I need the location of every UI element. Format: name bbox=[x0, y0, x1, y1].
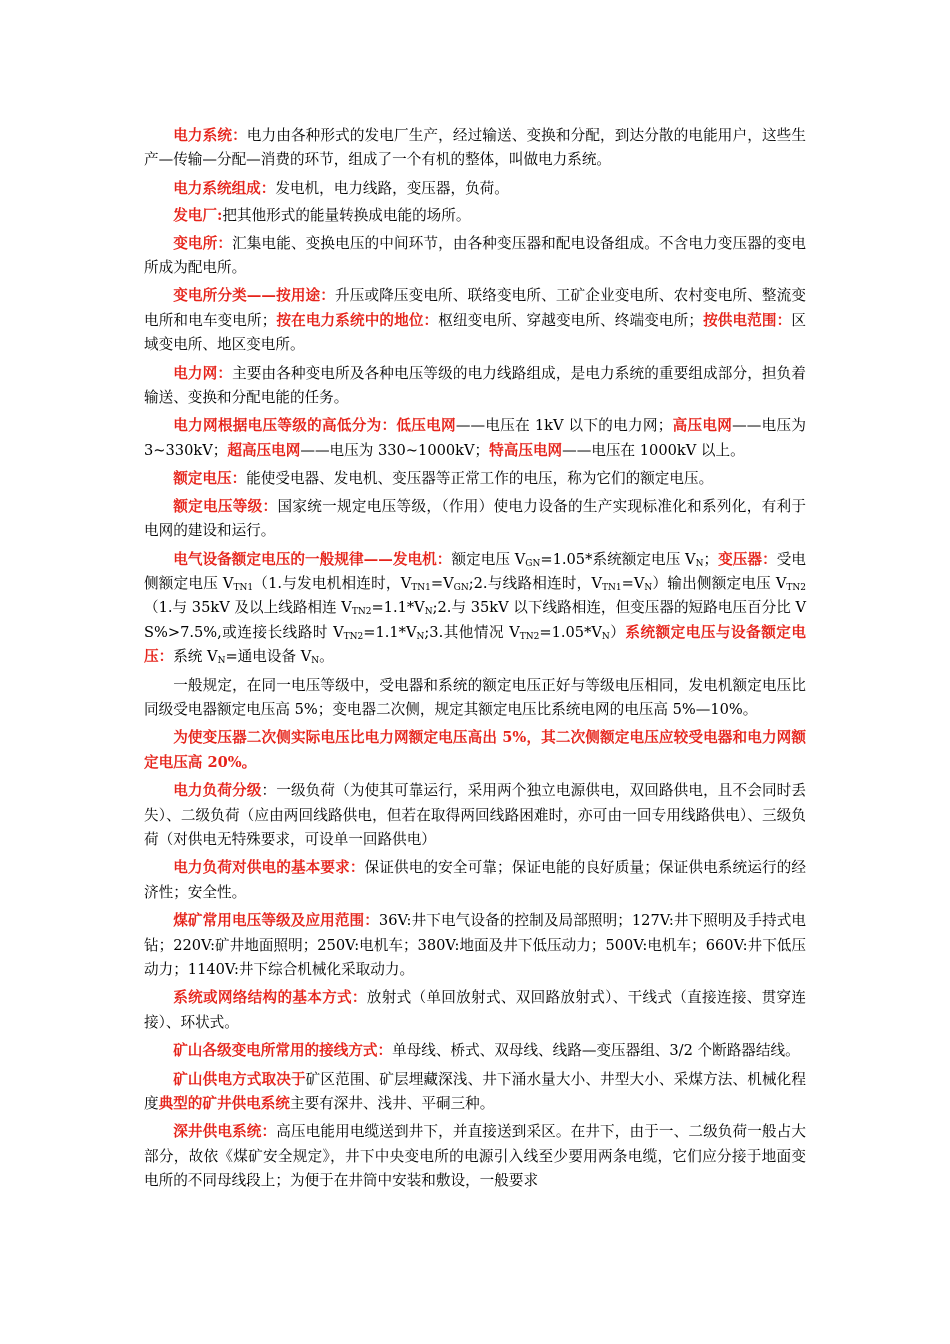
text-run: 36V:井下电气设备的控制及局部照明；127V:井下照明及手持式电钻；220V:矿井地面照明；250V:电机车；380V:地面及井下低压动力；500V:电机车；660V:井下低压动力；1140V:井下综合机械化采取动力。 bbox=[144, 912, 806, 978]
term-label: 煤矿常用电压等级及应用范围： bbox=[173, 912, 379, 930]
subscript: N bbox=[695, 558, 704, 569]
para-load-requirements bbox=[144, 856, 806, 905]
text-run: ;3.其他情况 V bbox=[424, 623, 520, 641]
term-label: 矿山供电方式取决于 bbox=[173, 1070, 306, 1088]
subscript: TN2 bbox=[343, 631, 364, 642]
text-run: 区域变电所、地区变电所。 bbox=[144, 311, 806, 354]
para-power-network bbox=[144, 362, 806, 411]
text-run: 受电侧额定电压 V bbox=[144, 550, 806, 592]
para-coal-mine-voltage bbox=[144, 909, 806, 982]
term-label: 深井供电系统： bbox=[173, 1123, 277, 1141]
text-run: 放射式（单回放射式、双回路放射式）、干线式（直接连接、贯穿连接）、环状式。 bbox=[144, 989, 806, 1031]
term-label: 变电所： bbox=[173, 234, 233, 252]
term-label: 额定电压等级： bbox=[173, 497, 278, 515]
term-label: 为使变压器二次侧实际电压比电力网额定电压高出 5%，其二次侧额定电压应较受电器和电力网额定电压高 20%。 bbox=[144, 729, 806, 771]
text-run: =1.05*系统额定电压 V bbox=[540, 550, 696, 568]
text-run: 升压或降压变电所、联络变电所、工矿企业变电所、农村变电所、整流变电所和电车变电所； bbox=[144, 287, 806, 329]
subscript: TN1 bbox=[411, 582, 431, 593]
text-run: 保证供电的安全可靠；保证电能的良好质量；保证供电系统运行的经济性；安全性。 bbox=[144, 859, 806, 901]
term-label: 系统或网络结构的基本方式： bbox=[173, 989, 367, 1007]
para-network-voltage-levels bbox=[144, 414, 806, 463]
subscript: TN2 bbox=[519, 631, 540, 642]
subscript: N bbox=[311, 656, 320, 667]
text-run: =V bbox=[430, 574, 454, 592]
term-label: 矿山各级变电所常用的接线方式： bbox=[173, 1042, 393, 1060]
term-label: 电气设备额定电压的一般规律——发电机： bbox=[173, 550, 452, 568]
term-label: 超高压电网 bbox=[227, 441, 301, 459]
para-substation bbox=[144, 232, 806, 281]
para-general-rule bbox=[144, 674, 806, 723]
text-run: =V bbox=[621, 574, 645, 592]
text-run: ）输出侧额定电压 V bbox=[652, 574, 787, 592]
term-label: 高压电网 bbox=[672, 417, 733, 435]
text-run: ——电压在 1kV 以下的电力网； bbox=[455, 417, 673, 435]
term-label: 按在电力系统中的地位： bbox=[276, 311, 439, 329]
term-label: 电力负荷分级 bbox=[173, 782, 262, 800]
term-label: 额定电压： bbox=[173, 470, 247, 488]
text-run: ——电压为 3~330kV； bbox=[144, 417, 806, 459]
text-run: ——电压在 1000kV 以上。 bbox=[562, 441, 745, 459]
text-run: 把其他形式的能量转换成电能的场所。 bbox=[222, 207, 471, 225]
term-label: 电力负荷对供电的基本要求： bbox=[173, 859, 365, 877]
text-run: =1.1*V bbox=[371, 599, 425, 617]
subscript: N bbox=[424, 607, 433, 618]
para-power-system bbox=[144, 124, 806, 173]
text-run: 能使受电器、发电机、变压器等正常工作的电压，称为它们的额定电压。 bbox=[246, 470, 714, 488]
term-label: 按供电范围： bbox=[702, 311, 792, 329]
document-body bbox=[144, 124, 806, 1198]
subscript: TN1 bbox=[233, 582, 254, 593]
para-rated-voltage-levels bbox=[144, 495, 806, 544]
para-transformer-secondary bbox=[144, 726, 806, 775]
subscript: N bbox=[416, 631, 425, 642]
text-run: 枢纽变电所、穿越变电所、终端变电所； bbox=[438, 311, 703, 329]
subscript: N bbox=[601, 631, 610, 642]
para-mine-substation-wiring bbox=[144, 1039, 806, 1063]
text-run: =通电设备 V bbox=[225, 648, 312, 666]
para-equipment-rated-voltage-rules bbox=[144, 548, 806, 670]
text-run: ） bbox=[609, 623, 626, 641]
para-deep-mine-supply bbox=[144, 1120, 806, 1193]
para-power-system-components bbox=[144, 177, 806, 201]
text-run: 系统 V bbox=[173, 648, 218, 666]
term-label: 典型的矿井供电系统 bbox=[158, 1095, 290, 1113]
text-run: ； bbox=[703, 550, 719, 568]
subscript: TN1 bbox=[602, 582, 622, 593]
subscript: N bbox=[644, 582, 653, 593]
term-label: 电力系统组成： bbox=[173, 179, 276, 197]
text-run: 汇集电能、变换电压的中间环节，由各种变压器和配电设备组成。不含电力变压器的变电所成为配电所。 bbox=[144, 234, 806, 277]
text-run: 矿区范围、矿层埋藏深浅、井下涌水量大小、井型大小、采煤方法、机械化程度 bbox=[144, 1070, 806, 1113]
term-label: 变电所分类——按用途： bbox=[173, 287, 335, 305]
term-label: 变压器： bbox=[718, 550, 777, 568]
subscript: TN2 bbox=[351, 607, 372, 618]
para-load-classification bbox=[144, 779, 806, 852]
term-label: 电力系统： bbox=[173, 127, 247, 144]
subscript: GN bbox=[525, 558, 541, 569]
text-run: 国家统一规定电压等级，（作用）使电力设备的生产实现标准化和系列化，有利于电网的建设和运行。 bbox=[144, 497, 806, 540]
text-run: ;2.与线路相连时，V bbox=[468, 574, 603, 592]
subscript: N bbox=[217, 656, 226, 667]
text-run: 发电机，电力线路，变压器，负荷。 bbox=[275, 179, 509, 197]
term-label: 系统额定电压与设备额定电压： bbox=[144, 623, 806, 666]
para-rated-voltage bbox=[144, 467, 806, 491]
para-mine-supply-mode bbox=[144, 1068, 806, 1117]
term-label: 电力网根据电压等级的高低分为：低压电网 bbox=[173, 417, 456, 435]
text-run: 主要由各种变电所及各种电压等级的电力线路组成，是电力系统的重要组成部分，担负着输送、变换和分配电能的任务。 bbox=[144, 364, 806, 407]
text-run: 单母线、桥式、双母线、线路—变压器组、3/2 个断路器结线。 bbox=[392, 1042, 800, 1060]
term-label: 发电厂: bbox=[173, 207, 223, 225]
text-run: =1.05*V bbox=[539, 623, 602, 641]
text-run: 高压电能用电缆送到井下，并直接送到采区。在井下，由于一、二级负荷一般占大部分，故依《煤矿安全规定》，井下中央变电所的电源引入线至少要用两条电缆，它们应分接于地面变电所的不同母线段上；为便于在井筒中安装和敷设，一般要求 bbox=[144, 1123, 806, 1190]
text-run: ;2.与 35kV 以下线路相连，但变压器的短路电压百分比 VS%>7.5%,或连接长线路时 V bbox=[144, 599, 806, 641]
text-run: （1.与发电机相连时，V bbox=[253, 574, 412, 592]
text-run: 额定电压 V bbox=[451, 550, 526, 568]
text-run: ——电压为 330~1000kV； bbox=[300, 441, 490, 459]
text-run: 电力由各种形式的发电厂生产，经过输送、变换和分配，到达分散的电能用户，这些生产—传输—分配—消费的环节，组成了一个有机的整体，叫做电力系统。 bbox=[144, 127, 806, 169]
subscript: TN2 bbox=[786, 582, 806, 593]
subscript: GN bbox=[453, 582, 469, 593]
text-run: （1.与 35kV 及以上线路相连 V bbox=[144, 599, 352, 617]
text-run: ：一级负荷（为使其可靠运行，采用两个独立电源供电，双回路供电，且不会同时丢失）、二级负荷（应由两回线路供电，但若在取得两回线路困难时，亦可由一回专用线路供电）、三级负荷（对供电无特殊要求，可设单一回路供电） bbox=[144, 782, 806, 848]
term-label: 特高压电网 bbox=[489, 441, 563, 459]
text-run: 。 bbox=[319, 648, 334, 666]
para-substation-classification bbox=[144, 284, 806, 357]
text-run: 一般规定，在同一电压等级中，受电器和系统的额定电压正好与等级电压相同，发电机额定电压比同级受电器额定电压高 5%；变电器二次侧，规定其额定电压比系统电网的电压高 5%—10%。 bbox=[144, 676, 806, 718]
para-network-structure bbox=[144, 986, 806, 1035]
text-run: =1.1*V bbox=[363, 623, 417, 641]
para-power-plant bbox=[144, 204, 806, 228]
term-label: 电力网： bbox=[173, 364, 233, 382]
text-run: 主要有深井、浅井、平硐三种。 bbox=[289, 1095, 495, 1113]
